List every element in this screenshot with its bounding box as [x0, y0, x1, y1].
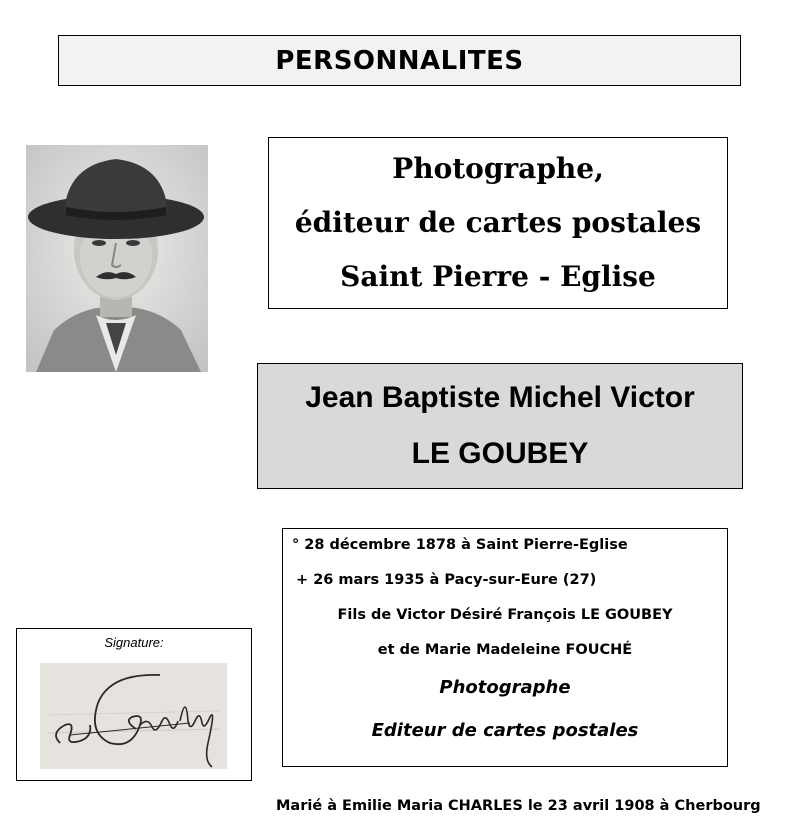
portrait-photo	[26, 145, 208, 372]
mother-info: et de Marie Madeleine FOUCHÉ	[377, 642, 633, 658]
handwritten-signature	[40, 663, 227, 769]
signature-label: Signature:	[104, 635, 164, 650]
signature-box	[16, 628, 252, 781]
father-info: Fils de Victor Désiré François LE GOUBEY	[337, 607, 673, 623]
header-box	[58, 35, 741, 86]
profession-box	[268, 137, 728, 309]
portrait-illustration	[26, 145, 208, 372]
death-info: + 26 mars 1935 à Pacy-sur-Eure (27)	[296, 572, 597, 588]
person-surname: LE GOUBEY	[411, 437, 589, 470]
biography-box	[282, 528, 728, 767]
page-title: PERSONNALITES	[275, 45, 524, 76]
occupation-photographer: Photographe	[439, 677, 571, 698]
marriage-info: Marié à Emilie Maria CHARLES le 23 avril 1908 à Cherbourg	[276, 798, 761, 814]
profession-line: Saint Pierre - Eglise	[340, 260, 656, 293]
occupation-publisher: Editeur de cartes postales	[371, 720, 639, 741]
profession-line: Photographe,	[392, 152, 604, 185]
profession-line: éditeur de cartes postales	[294, 206, 702, 239]
person-given-names: Jean Baptiste Michel Victor	[305, 381, 695, 414]
birth-info: ° 28 décembre 1878 à Saint Pierre-Eglise	[292, 537, 628, 553]
signature-image	[40, 663, 227, 769]
name-box	[257, 363, 743, 489]
